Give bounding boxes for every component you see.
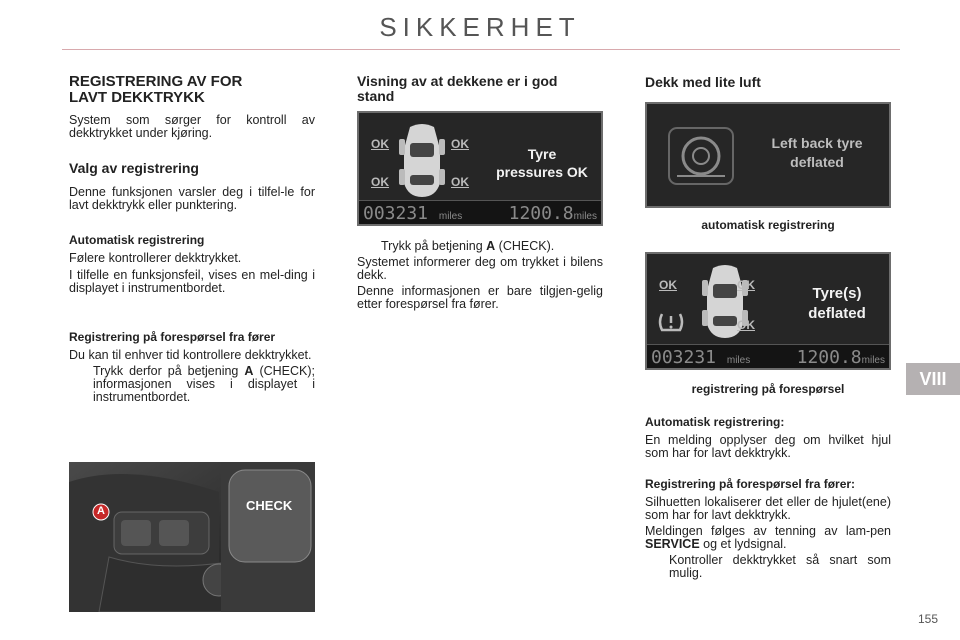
bullet-icon bbox=[645, 554, 669, 580]
tyre-status-front-right: OK bbox=[737, 278, 755, 292]
odometer-bar bbox=[359, 200, 601, 224]
info-text-2: Denne informasjonen er bare tilgjen-gelig etter forespørsel fra fører. bbox=[357, 284, 603, 311]
bullet-item bbox=[69, 365, 315, 404]
page-number: 155 bbox=[917, 612, 938, 626]
dashboard-photo-illustration bbox=[69, 462, 315, 612]
odometer-total bbox=[363, 203, 462, 224]
deflated-message-line2: deflated bbox=[790, 154, 844, 170]
subsection-heading: Valg av registrering bbox=[69, 160, 199, 176]
request-text: Du kan til enhver tid kontrollere dekktrykket. bbox=[69, 348, 312, 362]
request-text-2 bbox=[645, 525, 891, 551]
bullet-text bbox=[381, 240, 603, 253]
info-text-1: Systemet informerer deg om trykket i bilens dekk. bbox=[357, 255, 603, 282]
odometer-total bbox=[651, 347, 750, 368]
tyre-status-front-right: OK bbox=[451, 137, 469, 151]
tyre-status-rear-right: OK bbox=[451, 175, 469, 189]
odometer-trip-value: 1200.8 bbox=[508, 203, 574, 224]
auto-heading: Automatisk registrering: bbox=[645, 415, 785, 429]
display-tyres-deflated bbox=[645, 252, 891, 370]
bullet-text-pre: Trykk derfor på betjening bbox=[93, 364, 245, 378]
request-text-2-pre: Meldingen følges av tenning av lam-pen bbox=[645, 524, 891, 538]
check-button-label: CHECK bbox=[246, 498, 293, 513]
chapter-tab[interactable]: VIII bbox=[906, 363, 960, 395]
bullet-text-post: (CHECK); informasjonen vises i displayet i instrumentbordet. bbox=[93, 364, 315, 404]
odometer-trip-unit: miles bbox=[861, 355, 885, 366]
tyre-status-rear-right: OK bbox=[737, 318, 755, 332]
display-tyre-pressures-ok bbox=[357, 111, 603, 226]
tyre-message-line2: deflated bbox=[808, 305, 866, 322]
section-heading-ok: Visning av at dekkene er i god stand bbox=[357, 73, 558, 104]
bullet-text-pre: Trykk på betjening bbox=[381, 239, 487, 253]
auto-text-2: I tilfelle en funksjonsfeil, vises en mel-ding i displayet i instrumentbordet. bbox=[69, 268, 315, 295]
section-heading: REGISTRERING AV FOR LAVT DEKKTRYKK bbox=[69, 73, 243, 106]
request-text-2-bold: SERVICE bbox=[645, 537, 700, 551]
tyre-message-line1: Tyre(s) bbox=[812, 285, 862, 302]
request-text-2-post: og et lydsignal. bbox=[699, 537, 787, 551]
bullet-icon bbox=[69, 365, 93, 404]
tyre-message-line2: pressures OK bbox=[496, 164, 588, 180]
bullet-text bbox=[93, 365, 315, 404]
deflated-message bbox=[747, 134, 887, 172]
odometer-total-value: 003231 bbox=[363, 203, 429, 224]
tyre-message bbox=[487, 145, 597, 181]
odometer-total-value: 003231 bbox=[651, 347, 717, 368]
tyre-message bbox=[787, 284, 887, 324]
request-text-1: Silhuetten lokaliserer det eller de hjulet(ene) som har for lavt dekktrykk. bbox=[645, 495, 891, 522]
request-heading: Registrering på forespørsel fra fører bbox=[69, 330, 276, 344]
section-heading-deflated: Dekk med lite luft bbox=[645, 74, 761, 90]
deflated-message-line1: Left back tyre bbox=[771, 135, 863, 151]
column-2 bbox=[357, 74, 603, 104]
caption-automatic: automatisk registrering bbox=[701, 218, 835, 232]
intro-text: System som sørger for kontroll av dekktrykket under kjøring. bbox=[69, 113, 315, 140]
odometer-trip-value: 1200.8 bbox=[796, 347, 862, 368]
bullet-item bbox=[645, 554, 891, 580]
request-heading: Registrering på forespørsel fra fører: bbox=[645, 477, 856, 491]
odometer-trip bbox=[509, 203, 597, 224]
column-2-body bbox=[357, 240, 603, 311]
tyre-status-rear-left: OK bbox=[371, 175, 389, 189]
odometer-total-unit: miles bbox=[438, 211, 463, 222]
column-3 bbox=[645, 74, 891, 90]
bullet-text: Kontroller dekktrykket så snart som mulig. bbox=[669, 553, 891, 580]
tyre-message-line1: Tyre bbox=[527, 146, 557, 162]
tyre-pressure-warning-icon bbox=[657, 310, 685, 336]
bullet-text-bold: A bbox=[244, 364, 254, 378]
auto-text: En melding opplyser deg om hvilket hjul som har for lavt dekktrykk. bbox=[645, 433, 891, 460]
odometer-trip-unit: miles bbox=[573, 211, 597, 222]
car-silhouette-icon bbox=[396, 121, 448, 201]
tyre-status-front-left: OK bbox=[659, 278, 677, 292]
title-divider bbox=[62, 49, 900, 50]
tyre-warning-icon bbox=[663, 124, 739, 190]
bullet-text-post: (CHECK). bbox=[495, 239, 555, 253]
bullet-item bbox=[357, 240, 603, 253]
column-1 bbox=[69, 74, 315, 404]
odometer-total-unit: miles bbox=[726, 355, 751, 366]
odometer-bar bbox=[647, 344, 889, 368]
bullet-icon bbox=[357, 240, 381, 253]
odometer-trip bbox=[797, 347, 885, 368]
auto-heading: Automatisk registrering bbox=[69, 233, 205, 247]
tyre-status-front-left: OK bbox=[371, 137, 389, 151]
bullet-text-bold: A bbox=[486, 239, 496, 253]
column-3-body bbox=[645, 416, 891, 580]
caption-on-request: registrering på forespørsel bbox=[691, 382, 845, 396]
page-title: SIKKERHET bbox=[379, 12, 581, 42]
callout-a-label: A bbox=[97, 505, 105, 517]
check-button-photo bbox=[69, 462, 315, 612]
subsection-text: Denne funksjonen varsler deg i tilfel-le for lavt dekktrykk eller punktering. bbox=[69, 185, 315, 212]
display-left-back-tyre-deflated bbox=[645, 102, 891, 208]
auto-text-1: Følere kontrollerer dekktrykket. bbox=[69, 251, 242, 265]
